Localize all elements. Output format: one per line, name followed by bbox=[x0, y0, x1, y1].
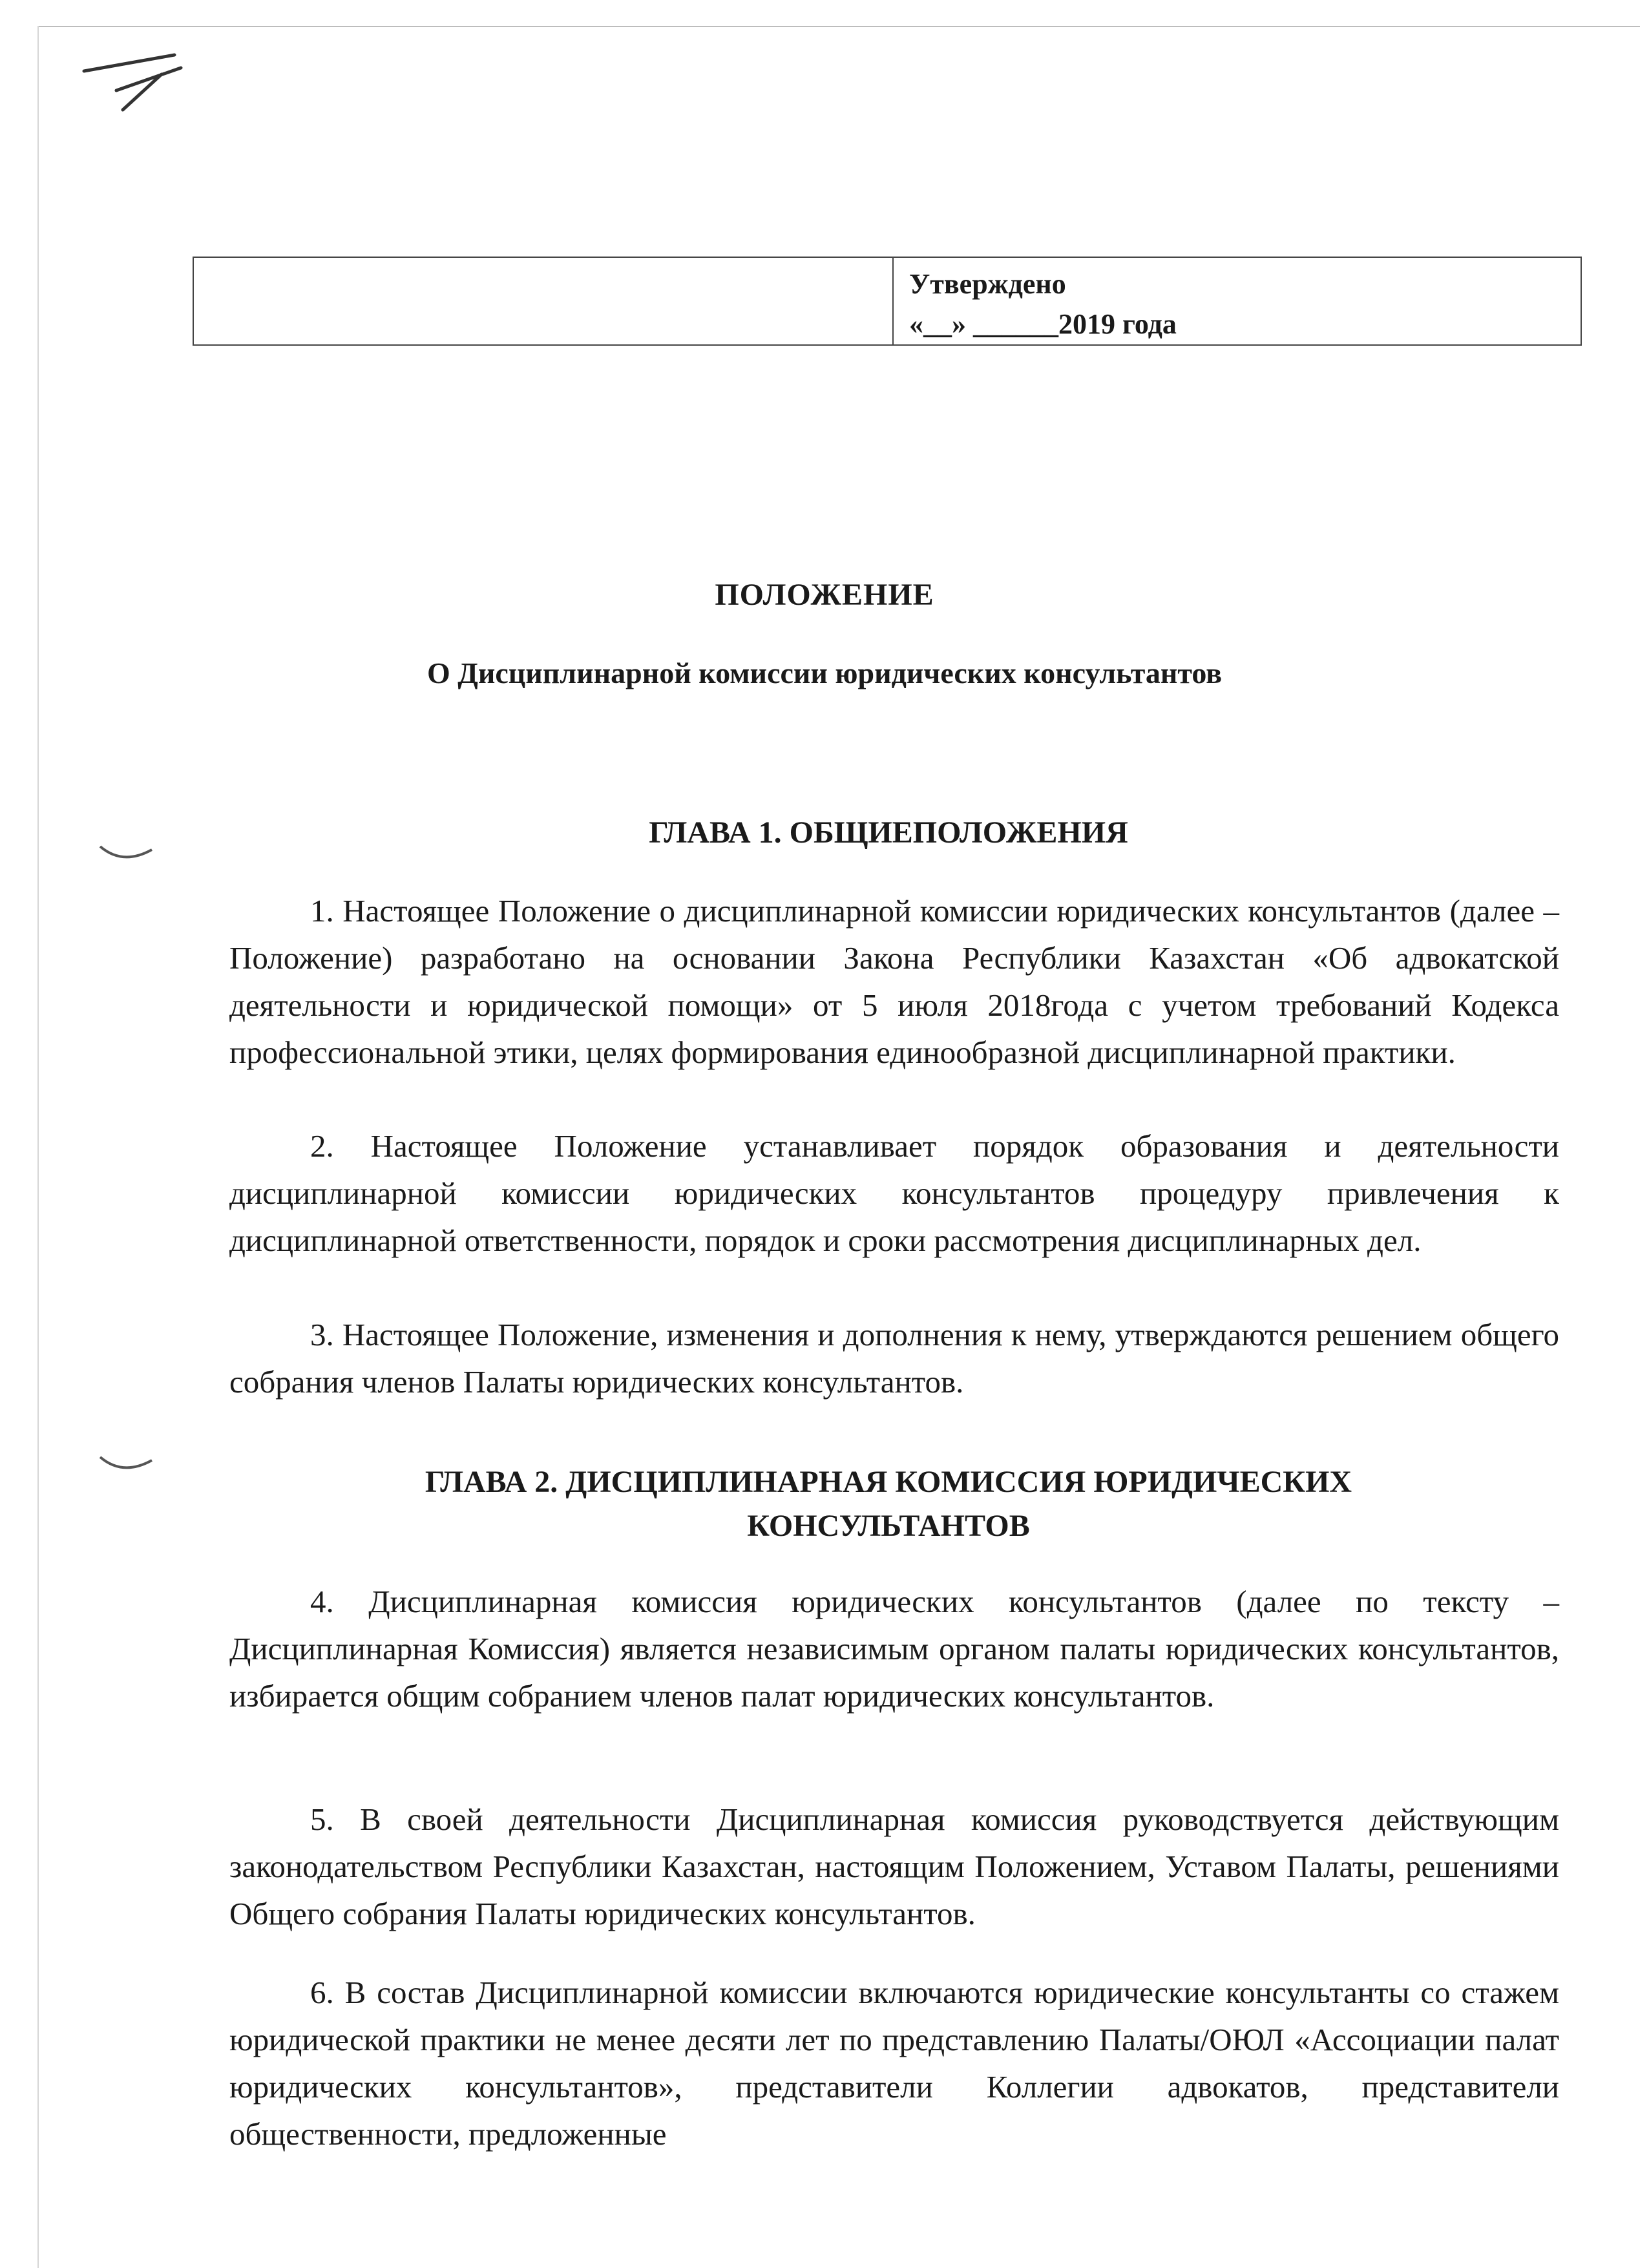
chapter-2-heading bbox=[194, 1460, 1583, 1548]
chapter-1-heading: ГЛАВА 1. ОБЩИЕПОЛОЖЕНИЯ bbox=[649, 815, 1128, 850]
approval-table-empty-cell bbox=[194, 258, 894, 344]
approval-table-cell bbox=[894, 258, 1581, 344]
paragraph-2: 2. Настоящее Положение устанавливает порядок образования и деятельности дисциплинарной комиссии юридических консультантов процедуру привлечения к дисциплинарной ответственности, порядок и сроки рассмотрения дисциплинарных дел. bbox=[229, 1128, 1559, 1258]
chapter-2-heading-line-2: КОНСУЛЬТАНТОВ bbox=[747, 1509, 1030, 1543]
paragraph-1: 1. Настоящее Положение о дисциплинарной комиссии юридических консультантов (далее – Положение) разработано на основании Закона Республики Казахстан «Об адвокатской деятельности и юридической помощи» от 5 июля 2018года с учетом требований Кодекса профессиональной этики, целях формирования единообразной дисциплинарной практики. bbox=[229, 893, 1559, 1070]
document-subtitle: О Дисциплинарной комиссии юридических консультантов bbox=[426, 656, 1223, 689]
punch-hole-mark-icon bbox=[97, 840, 155, 866]
paragraph-6: 6. В состав Дисциплинарной комиссии включаются юридические консультанты со стажем юридической практики не менее десяти лет по представлению Палаты/ОЮЛ «Ассоциации палат юридических консультантов», представители Коллегии адвокатов, представители общественности, предложенные bbox=[229, 1975, 1559, 2152]
approval-table bbox=[193, 257, 1582, 346]
paragraph-3: 3. Настоящее Положение, изменения и дополнения к нему, утверждаются решением общего собрания членов Палаты юридических консультантов. bbox=[229, 1317, 1559, 1400]
paragraph-5: 5. В своей деятельности Дисциплинарная комиссия руководствуется действующим законодательством Республики Казахстан, настоящим Положением, Уставом Палаты, решениями Общего собрания Палаты юридических консультантов. bbox=[229, 1801, 1559, 1931]
document-title: ПОЛОЖЕНИЕ bbox=[715, 578, 934, 612]
paragraph-4: 4. Дисциплинарная комиссия юридических консультантов (далее по тексту – Дисциплинарная Комиссия) является независимым органом палаты юридических консультантов, избирается общим собранием членов палат юридических консультантов. bbox=[229, 1584, 1559, 1714]
punch-hole-mark-icon bbox=[97, 1451, 155, 1476]
scan-page-edge-left bbox=[37, 26, 39, 2268]
approval-date-line: «__» ______2019 года bbox=[909, 308, 1177, 340]
scan-page-edge-top bbox=[37, 26, 1640, 27]
chapter-2-heading-line-1: ГЛАВА 2. ДИСЦИПЛИНАРНАЯ КОМИССИЯ ЮРИДИЧЕСКИХ bbox=[425, 1465, 1352, 1499]
handwritten-mark-icon bbox=[78, 45, 207, 123]
approval-label: Утверждено bbox=[909, 268, 1066, 300]
